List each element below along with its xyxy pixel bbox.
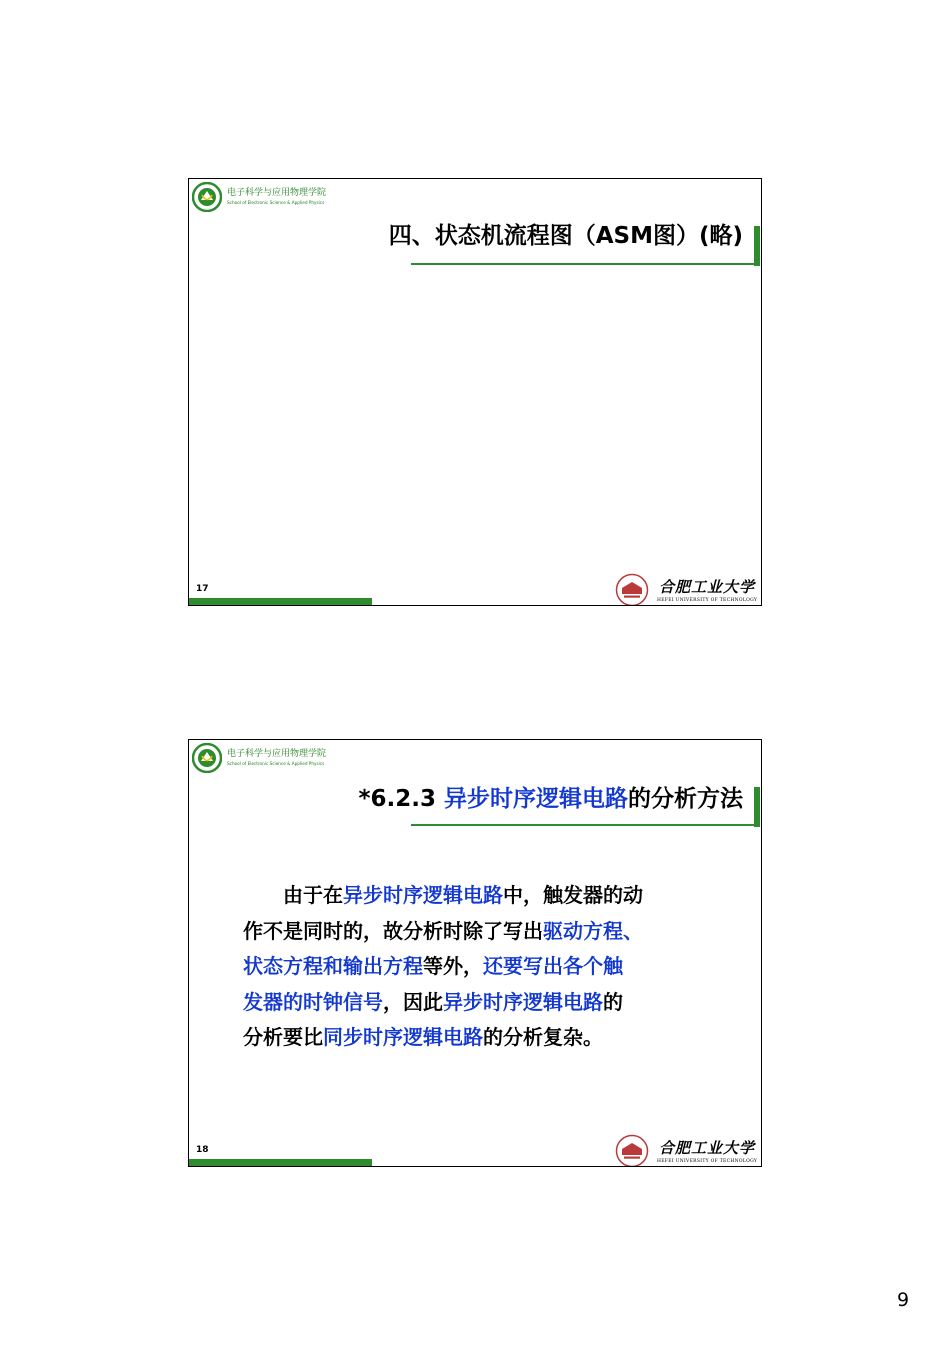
body-line-3 bbox=[243, 949, 762, 985]
university-seal-icon bbox=[615, 1134, 649, 1167]
body-text: 分析要比 bbox=[243, 1025, 323, 1049]
body-text: 由于在 bbox=[243, 883, 343, 907]
title-accent-bar bbox=[754, 226, 760, 266]
school-logo-icon bbox=[192, 743, 222, 773]
slide-17 bbox=[188, 178, 762, 606]
slide-18 bbox=[188, 739, 762, 1167]
body-highlight: 同步时序逻辑电路 bbox=[323, 1025, 483, 1049]
footer-green-bar bbox=[189, 598, 372, 605]
body-highlight: 状态方程和输出方程 bbox=[243, 954, 423, 978]
university-name-en: HEFEI UNIVERSITY OF TECHNOLOGY bbox=[657, 598, 758, 603]
title-suffix: 的分析方法 bbox=[628, 786, 743, 812]
slide-body bbox=[243, 878, 762, 1056]
school-name-cn: 电子科学与应用物理学院 bbox=[227, 188, 327, 198]
title-highlight: 异步时序逻辑电路 bbox=[444, 786, 628, 812]
body-line-4 bbox=[243, 985, 762, 1021]
slide-title: 四、状态机流程图（ASM图）(略) bbox=[388, 223, 743, 249]
body-text: 的 bbox=[603, 989, 623, 1014]
university-name-cn: 合肥工业大学 bbox=[659, 1139, 756, 1157]
body-text: 作不是同时的，故分析时除了写出 bbox=[243, 918, 543, 943]
title-underline bbox=[411, 824, 755, 826]
body-text: 等外， bbox=[423, 954, 483, 978]
body-line-2 bbox=[243, 914, 762, 950]
school-logo-icon bbox=[192, 182, 222, 212]
body-highlight: 异步时序逻辑电路 bbox=[443, 989, 603, 1014]
title-accent-bar bbox=[754, 787, 760, 827]
school-name-en: School of Electronic Science & Applied Physics bbox=[227, 200, 325, 205]
slide-page-number: 17 bbox=[196, 584, 209, 594]
slide-title bbox=[358, 784, 743, 814]
body-line-5 bbox=[243, 1020, 762, 1056]
body-line-1 bbox=[243, 878, 762, 914]
university-name-en: HEFEI UNIVERSITY OF TECHNOLOGY bbox=[657, 1159, 758, 1164]
school-name-cn: 电子科学与应用物理学院 bbox=[227, 749, 327, 759]
body-highlight: 异步时序逻辑电路 bbox=[343, 883, 503, 907]
body-text: 中，触发器的动 bbox=[503, 883, 643, 907]
university-name-cn: 合肥工业大学 bbox=[659, 578, 756, 596]
title-underline bbox=[411, 263, 755, 265]
body-text: 的分析复杂。 bbox=[483, 1025, 603, 1049]
slide-page-number: 18 bbox=[196, 1145, 209, 1155]
document-page-number: 9 bbox=[897, 1289, 910, 1311]
university-seal-icon bbox=[615, 573, 649, 606]
footer-green-bar bbox=[189, 1159, 372, 1166]
body-highlight: 发器的时钟信号 bbox=[243, 989, 383, 1014]
title-prefix: *6.2.3 bbox=[358, 786, 444, 812]
body-highlight: 驱动方程、 bbox=[543, 918, 643, 943]
body-text: ，因此 bbox=[383, 989, 443, 1014]
body-highlight: 还要写出各个触 bbox=[483, 954, 623, 978]
school-name-en: School of Electronic Science & Applied Physics bbox=[227, 761, 325, 766]
